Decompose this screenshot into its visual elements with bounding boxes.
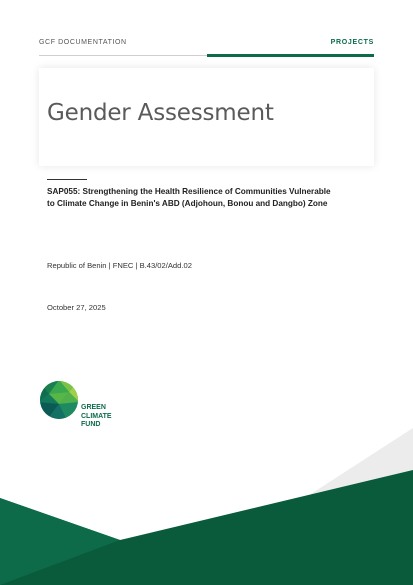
logo-line-3: FUND bbox=[81, 421, 101, 428]
document-reference: Republic of Benin | FNEC | B.43/02/Add.02 bbox=[47, 261, 192, 270]
green-climate-fund-wordmark bbox=[81, 404, 112, 430]
green-climate-fund-globe-icon bbox=[39, 380, 79, 420]
document-title: Gender Assessment bbox=[47, 100, 274, 126]
logo-line-1: GREEN bbox=[81, 404, 106, 411]
header-documentation-label: GCF DOCUMENTATION bbox=[39, 39, 127, 46]
logo-line-2: CLIMATE bbox=[81, 412, 112, 420]
footer-green-band bbox=[0, 470, 413, 585]
footer-grey-wedge-dark bbox=[260, 486, 413, 585]
subtitle-line-2: to Climate Change in Benin's ABD (Adjohoun, Bonou and Dangbo) Zone bbox=[47, 199, 328, 208]
document-subtitle bbox=[47, 186, 367, 210]
subtitle-line-1: SAP055: Strengthening the Health Resilience of Communities Vulnerable bbox=[47, 187, 331, 196]
header-projects-label: PROJECTS bbox=[330, 39, 374, 46]
subtitle-divider bbox=[47, 179, 87, 180]
header-divider-grey bbox=[39, 55, 207, 56]
footer-green-accent bbox=[0, 498, 120, 585]
footer-grey-wedge bbox=[170, 428, 413, 585]
header-divider-green bbox=[207, 54, 374, 57]
document-date: October 27, 2025 bbox=[47, 303, 106, 312]
